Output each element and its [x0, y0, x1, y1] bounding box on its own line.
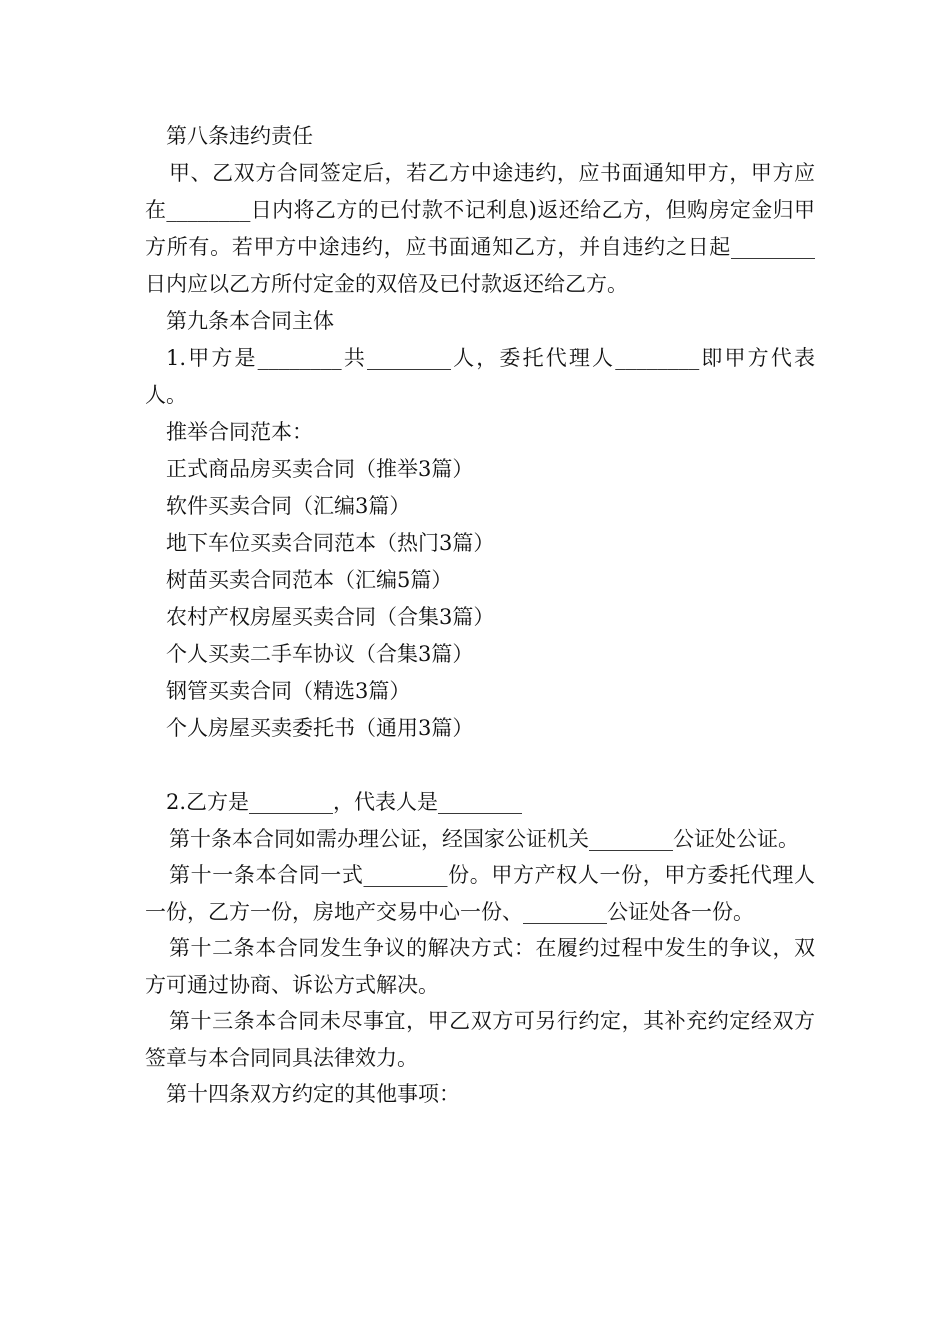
- recommended-link-2[interactable]: 软件买卖合同（汇编3篇）: [166, 494, 411, 518]
- party-b-clause: 2.乙方是________，代表人是________: [166, 790, 523, 814]
- article-8-body: 甲、乙双方合同签定后，若乙方中途违约，应书面通知甲方，甲方应在________日内将乙方的已付款不记利息)返还给乙方，但购房定金归甲方所有。若甲方中途违约，应书面通知乙方，并自违约之日起________日内应以乙方所付定金的双倍及已付款返还给乙方。: [145, 161, 815, 296]
- document-body: [145, 118, 815, 1113]
- article-8-heading: 第八条违约责任: [166, 124, 313, 148]
- recommended-link-6[interactable]: 个人买卖二手车协议（合集3篇）: [166, 642, 474, 666]
- article-12: 第十二条本合同发生争议的解决方式：在履约过程中发生的争议，双方可通过协商、诉讼方式解决。: [145, 936, 815, 997]
- recommended-link-7[interactable]: 钢管买卖合同（精选3篇）: [166, 679, 411, 703]
- recommended-link-4[interactable]: 树苗买卖合同范本（汇编5篇）: [166, 568, 453, 592]
- blank-line: [145, 747, 815, 784]
- recommended-link-8[interactable]: 个人房屋买卖委托书（通用3篇）: [166, 716, 474, 740]
- recommended-link-3[interactable]: 地下车位买卖合同范本（热门3篇）: [166, 531, 495, 555]
- recommended-templates-heading: 推举合同范本：: [166, 420, 313, 444]
- article-13: 第十三条本合同未尽事宜，甲乙双方可另行约定，其补充约定经双方签章与本合同同具法律效力。: [145, 1009, 815, 1070]
- recommended-link-5[interactable]: 农村产权房屋买卖合同（合集3篇）: [166, 605, 495, 629]
- article-10: 第十条本合同如需办理公证，经国家公证机关________公证处公证。: [169, 826, 799, 851]
- recommended-link-1[interactable]: 正式商品房买卖合同（推举3篇）: [166, 457, 474, 481]
- article-9-heading: 第九条本合同主体: [166, 309, 334, 333]
- article-11: 第十一条本合同一式________份。甲方产权人一份，甲方委托代理人一份，乙方一份，房地产交易中心一份、________公证处各一份。: [145, 863, 815, 924]
- article-14: 第十四条双方约定的其他事项：: [166, 1082, 460, 1106]
- party-a-clause: 1.甲方是________共________人，委托代理人________即甲方代表人。: [145, 346, 815, 407]
